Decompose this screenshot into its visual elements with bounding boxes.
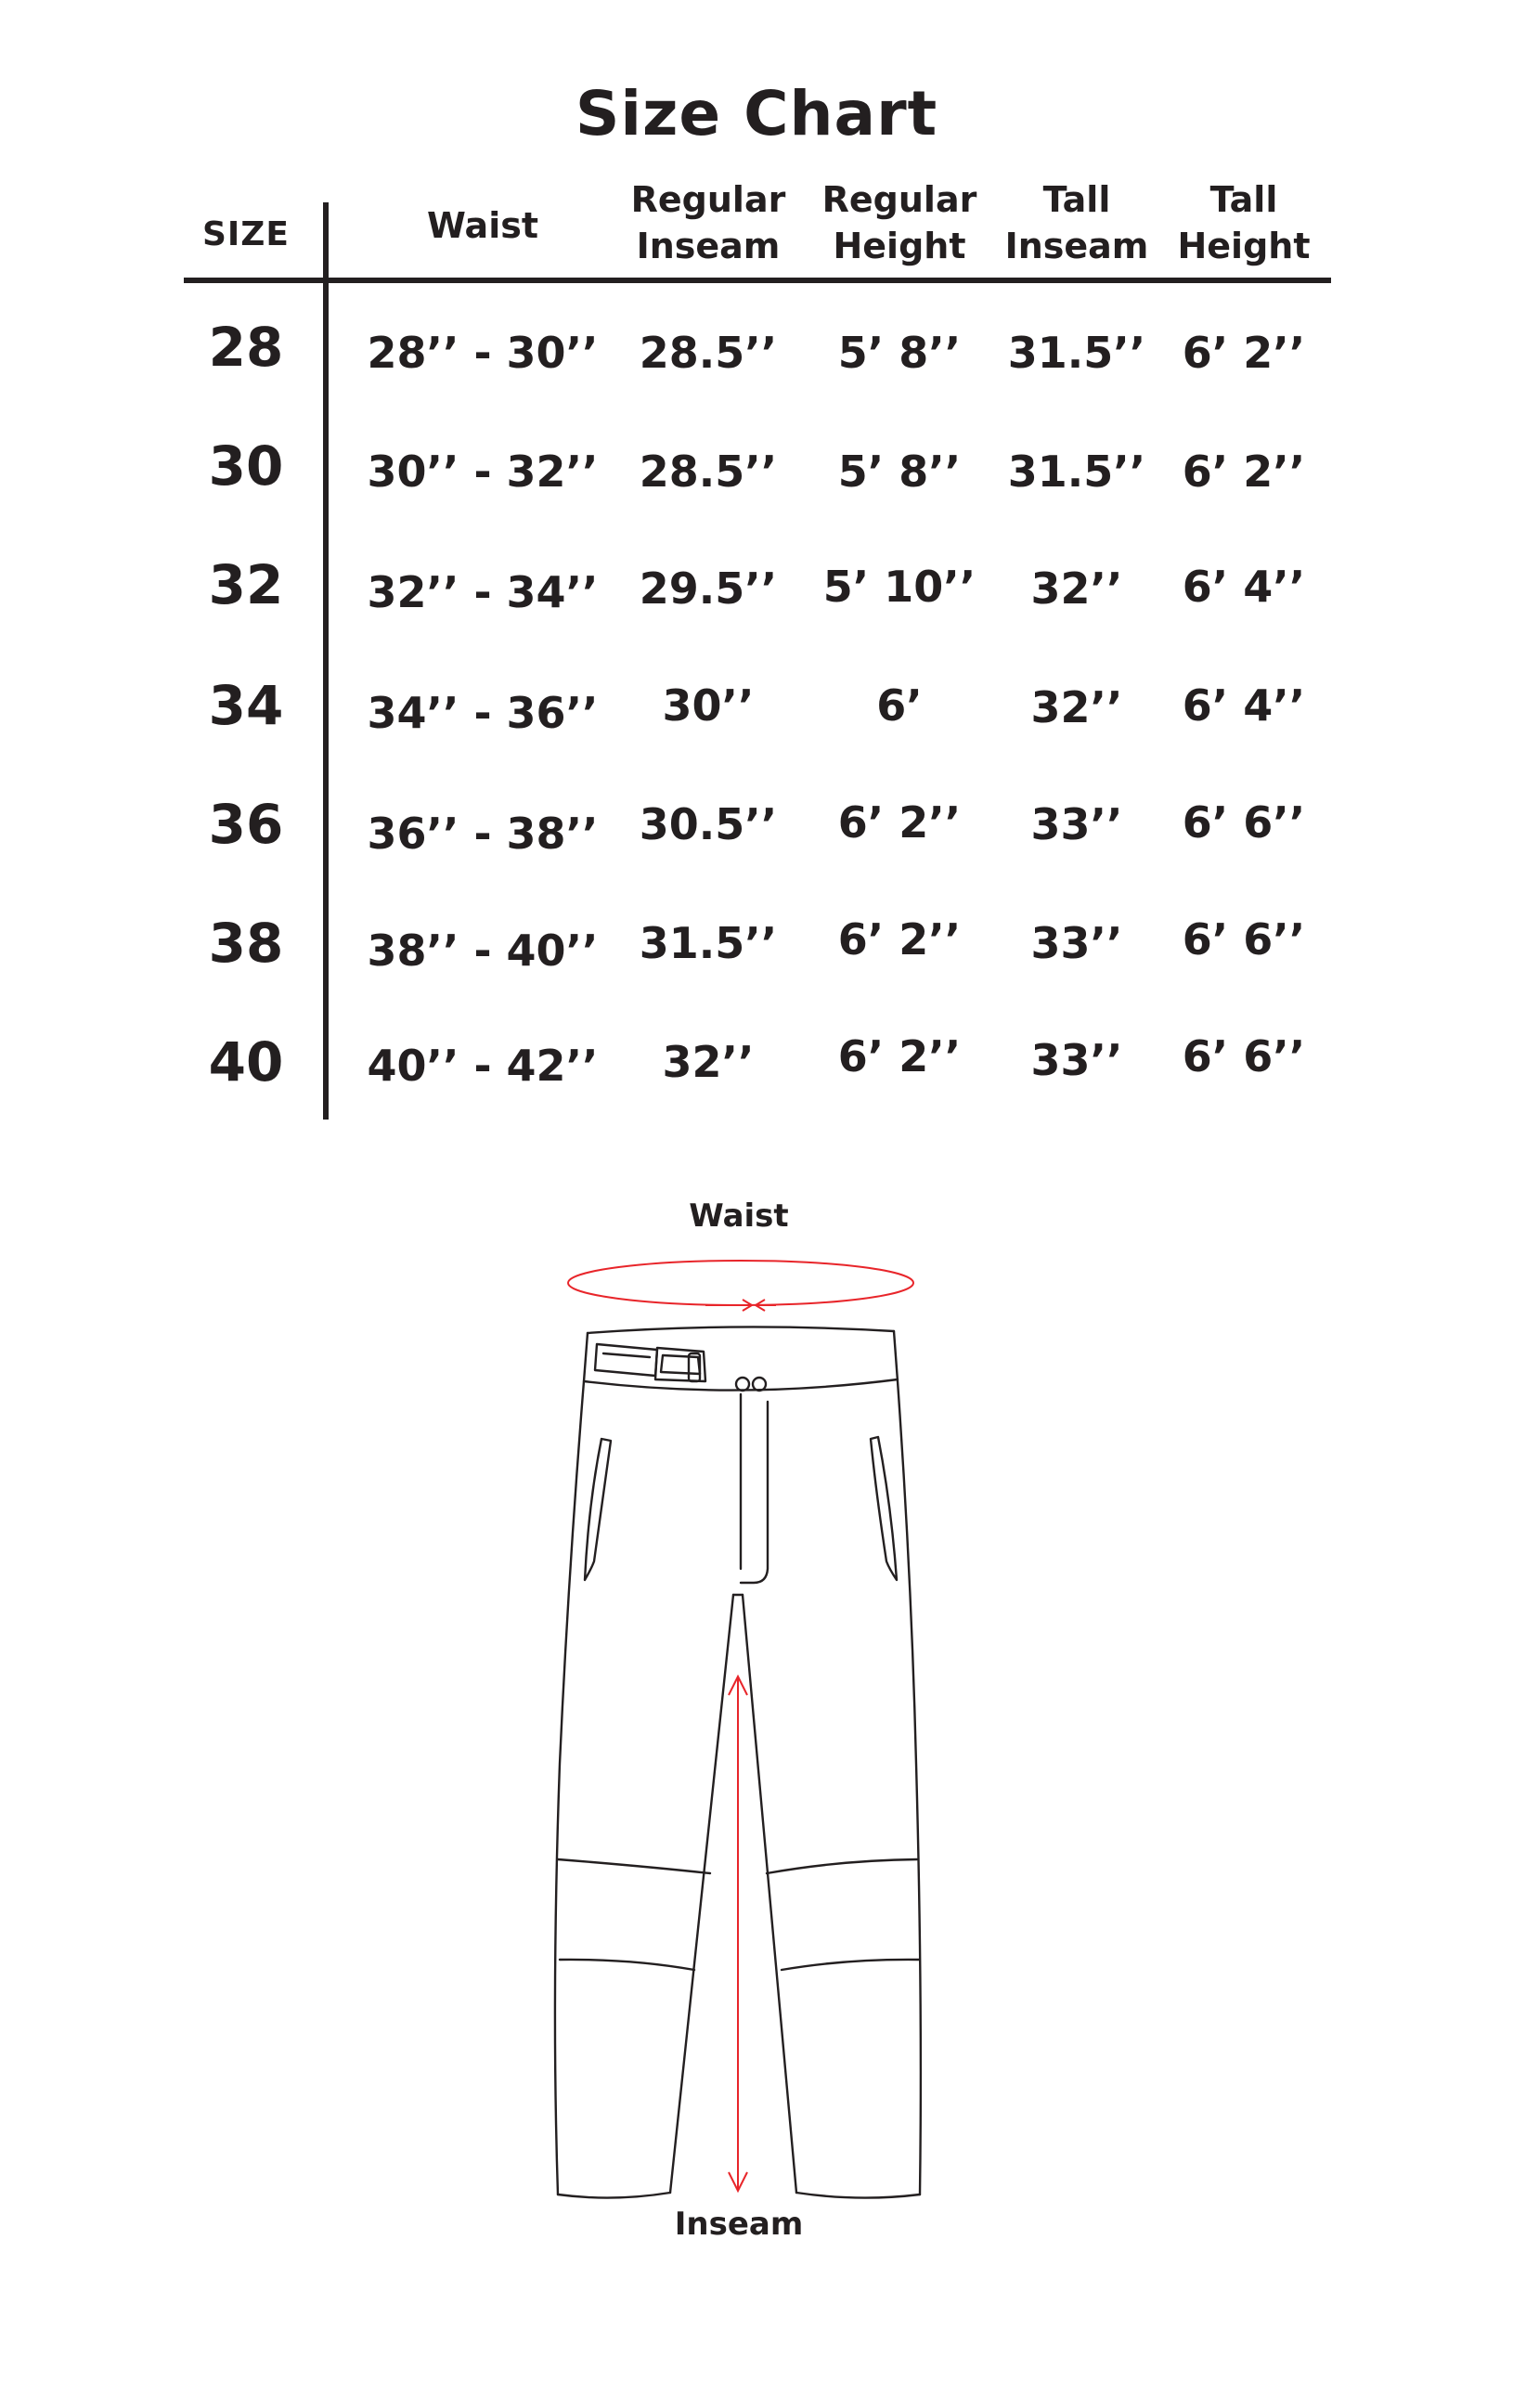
waist-28: 28’’ - 30’’ [367, 328, 599, 378]
header-size-label: SIZE [201, 215, 291, 253]
header-regular-inseam-line2: Inseam [636, 226, 781, 266]
regular-inseam-40: 32’’ [662, 1037, 755, 1087]
regular-inseam-30: 28.5’’ [639, 447, 778, 497]
header-tall-inseam-line2: Inseam [1004, 226, 1149, 266]
waist-38: 38’’ - 40’’ [367, 926, 599, 976]
regular-height-36: 6’ 2’’ [837, 797, 962, 848]
waist-36: 36’’ - 38’’ [367, 809, 599, 859]
tall-height-28: 6’ 2’’ [1182, 328, 1306, 378]
regular-inseam-34: 30’’ [662, 680, 755, 731]
inseam-label: Inseam [674, 2206, 804, 2243]
size-32: 32 [208, 553, 284, 616]
size-34: 34 [208, 674, 284, 737]
size-30: 30 [208, 434, 284, 498]
header-tall-height-line1: Tall [1209, 179, 1278, 220]
size-38: 38 [208, 912, 284, 975]
regular-inseam-28: 28.5’’ [639, 328, 778, 378]
header-regular-height-line1: Regular [821, 179, 977, 220]
waist-40: 40’’ - 42’’ [367, 1041, 599, 1091]
header-tall-inseam-line1: Tall [1042, 179, 1111, 220]
tall-inseam-40: 33’’ [1030, 1035, 1123, 1085]
regular-inseam-32: 29.5’’ [639, 563, 778, 614]
tall-height-32: 6’ 4’’ [1182, 562, 1306, 612]
tall-inseam-34: 32’’ [1030, 682, 1123, 732]
header-regular-inseam-line1: Regular [630, 179, 786, 220]
regular-height-38: 6’ 2’’ [837, 914, 962, 964]
waist-32: 32’’ - 34’’ [367, 567, 599, 617]
regular-inseam-36: 30.5’’ [639, 799, 778, 849]
tall-inseam-32: 32’’ [1030, 563, 1123, 614]
tall-inseam-36: 33’’ [1030, 799, 1123, 849]
size-36: 36 [208, 793, 284, 856]
tall-inseam-30: 31.5’’ [1007, 447, 1146, 497]
tall-height-40: 6’ 6’’ [1182, 1031, 1306, 1081]
regular-inseam-38: 31.5’’ [639, 918, 778, 968]
regular-height-34: 6’ [876, 680, 923, 731]
header-tall-height-line2: Height [1177, 226, 1311, 266]
header-regular-height-line2: Height [833, 226, 966, 266]
tall-inseam-28: 31.5’’ [1007, 328, 1146, 378]
tall-height-36: 6’ 6’’ [1182, 797, 1306, 848]
tall-height-30: 6’ 2’’ [1182, 447, 1306, 497]
tall-height-34: 6’ 4’’ [1182, 680, 1306, 731]
tall-inseam-38: 33’’ [1030, 918, 1123, 968]
size-28: 28 [208, 316, 284, 379]
regular-height-30: 5’ 8’’ [837, 447, 962, 497]
page-title: Size Chart [575, 78, 938, 149]
regular-height-40: 6’ 2’’ [837, 1031, 962, 1081]
regular-height-32: 5’ 10’’ [822, 562, 976, 612]
waist-34: 34’’ - 36’’ [367, 688, 599, 738]
regular-height-28: 5’ 8’’ [837, 328, 962, 378]
header-waist-label: Waist [426, 205, 538, 246]
waist-label: Waist [689, 1198, 789, 1235]
size-40: 40 [208, 1030, 284, 1094]
tall-height-38: 6’ 6’’ [1182, 914, 1306, 964]
waist-30: 30’’ - 32’’ [367, 447, 599, 497]
